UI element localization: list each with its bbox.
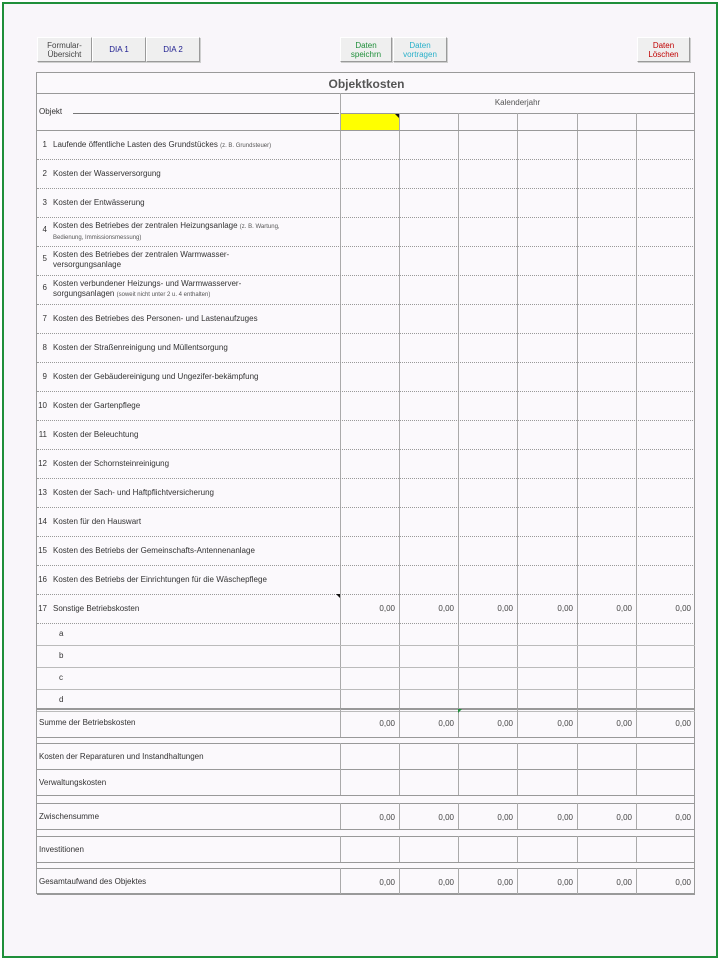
subrow-cell-c-4[interactable] [518,668,576,688]
subrow-cell-c-3[interactable] [459,668,516,688]
row-number-16: 16 [38,575,47,584]
row-label-16 [53,575,338,585]
row-number-14: 14 [38,517,47,526]
cost-cell-8-3[interactable] [459,334,516,361]
total-cell-investitionen-6[interactable] [637,837,694,861]
formular-overview-label [47,41,82,59]
total-value-summe-3: 0,00 [497,719,513,728]
total-col-line-gesamt-2 [458,868,459,894]
dia1-label: DIA 1 [109,45,129,54]
total-value-gesamt-4: 0,00 [557,878,573,887]
subrow-cell-d-2[interactable] [400,690,457,710]
cost-cell-12-2[interactable] [400,450,457,477]
title-divider [37,93,695,94]
total-col-line-gesamt-0 [340,868,341,894]
total-col-line-zwischensumme-3 [517,803,518,829]
total-value-zwischensumme-5: 0,00 [616,813,632,822]
row-number-1: 1 [42,140,47,149]
total-cell-investitionen-3[interactable] [459,837,516,861]
total-col-line-zwischensumme-4 [577,803,578,829]
cost-cell-3-1[interactable] [341,189,398,216]
cost-cell-1-3[interactable] [459,131,516,158]
cost-cell-8-6[interactable] [637,334,694,361]
cost-cell-5-2[interactable] [400,247,457,274]
sheet-title: Objektkosten [328,77,405,91]
total-value-zwischensumme-2: 0,00 [438,813,454,822]
subrow-cell-a-6[interactable] [637,624,694,644]
cost-cell-8-5[interactable] [578,334,635,361]
total-cell-verwaltung-5[interactable] [578,770,635,794]
cost-cell-4-3[interactable] [459,218,516,245]
formular-overview-button[interactable] [37,37,92,62]
total-col-line-summe-3 [517,709,518,737]
row-line2note-6: (soweit nicht unter 2 u. 4 enthalten) [116,292,211,298]
total-cell-verwaltung-4[interactable] [518,770,576,794]
row-number-15: 15 [38,546,47,555]
row-number-6: 6 [42,283,47,292]
total-cell-investitionen-2[interactable] [400,837,457,861]
row-text-4: Kosten des Betriebes der zentralen Heizungsanlage [53,221,238,230]
cost-cell-11-3[interactable] [459,421,516,448]
total-label-investitionen: Investitionen [39,845,84,854]
save-data-button[interactable] [340,37,392,62]
cost-cell-2-4[interactable] [518,160,576,187]
row-number-10: 10 [38,401,47,410]
total-label-gesamt: Gesamtaufwand des Objektes [39,877,147,886]
cost-cell-2-5[interactable] [578,160,635,187]
row-label-4 [53,221,338,243]
save-line1: Daten [355,40,377,50]
cost-cell-11-1[interactable] [341,421,398,448]
total-col-line-summe-0 [340,709,341,737]
row-text-11: Kosten der Beleuchtung [53,430,139,439]
cost-cell-16-1[interactable] [341,566,398,593]
row-label-10 [53,401,338,411]
row-label-6 [53,279,338,300]
row-label-11 [53,430,338,440]
total-cell-verwaltung-6[interactable] [637,770,694,794]
total-cell-verwaltung-3[interactable] [459,770,516,794]
subrow-cell-d-6[interactable] [637,690,694,710]
row-text-16: Kosten des Betriebs der Einrichtungen für die Wäschepflege [53,575,267,584]
cost-cell-12-3[interactable] [459,450,516,477]
cost-cell-15-1[interactable] [341,537,398,564]
cost-cell-7-5[interactable] [578,305,635,332]
delete-line2: Löschen [648,49,679,59]
cost-cell-4-6[interactable] [637,218,694,245]
row-text-8: Kosten der Straßenreinigung und Müllentsorgung [53,343,228,352]
cost-cell-3-4[interactable] [518,189,576,216]
cost-cell-15-3[interactable] [459,537,516,564]
cost-cell-13-5[interactable] [578,479,635,506]
subrow-cell-b-4[interactable] [518,646,576,666]
row-label-12 [53,459,338,469]
row-label-17 [53,604,338,614]
cost-cell-2-1[interactable] [341,160,398,187]
sonstige-value-4: 0,00 [557,604,573,613]
subrow-cell-b-6[interactable] [637,646,694,666]
cost-cell-7-4[interactable] [518,305,576,332]
row-number-9: 9 [42,372,47,381]
row-number-8: 8 [42,343,47,352]
cost-cell-5-5[interactable] [578,247,635,274]
total-col-line-gesamt-1 [399,868,400,894]
subrow-cell-a-2[interactable] [400,624,457,644]
cost-cell-9-3[interactable] [459,363,516,390]
subrow-cell-a-3[interactable] [459,624,516,644]
row-line2-4: Bedienung, Immissionsmessung) [53,235,142,241]
row-number-2: 2 [42,169,47,178]
sonstige-value-2: 0,00 [438,604,454,613]
total-bottom-zwischensumme [37,829,695,830]
total-value-zwischensumme-1: 0,00 [379,813,395,822]
dia1-button[interactable] [92,37,146,62]
cost-cell-10-4[interactable] [518,392,576,419]
total-bottom-gesamt [37,894,695,895]
cost-cell-8-2[interactable] [400,334,457,361]
total-col-line-gesamt-3 [517,868,518,894]
cost-cell-14-2[interactable] [400,508,457,535]
sonstige-value-5: 0,00 [616,604,632,613]
row-number-4: 4 [42,225,47,234]
save-line2: speichrn [350,49,382,59]
total-value-summe-1: 0,00 [379,719,395,728]
sonstige-value-1: 0,00 [379,604,395,613]
cost-cell-14-5[interactable] [578,508,635,535]
total-cell-investitionen-5[interactable] [578,837,635,861]
cost-cell-6-3[interactable] [459,276,516,303]
cost-cell-8-4[interactable] [518,334,576,361]
total-value-gesamt-1: 0,00 [379,878,395,887]
cost-cell-6-2[interactable] [400,276,457,303]
subrow-cell-d-5[interactable] [578,690,635,710]
cost-cell-14-1[interactable] [341,508,398,535]
cost-cell-10-2[interactable] [400,392,457,419]
subrow-cell-a-4[interactable] [518,624,576,644]
objektkosten-sheet [36,72,695,894]
total-col-line-zwischensumme-2 [458,803,459,829]
cost-cell-11-5[interactable] [578,421,635,448]
total-col-line-zwischensumme-5 [636,803,637,829]
cost-cell-11-4[interactable] [518,421,576,448]
cost-cell-14-6[interactable] [637,508,694,535]
cost-cell-9-4[interactable] [518,363,576,390]
total-value-zwischensumme-6: 0,00 [675,813,691,822]
total-cell-investitionen-1[interactable] [341,837,398,861]
cost-cell-13-2[interactable] [400,479,457,506]
total-cell-reparaturen-1[interactable] [341,744,398,768]
subrow-cell-b-5[interactable] [578,646,635,666]
total-col-line-zwischensumme-1 [399,803,400,829]
formular-line2: Übersicht [47,49,82,59]
row-label-14 [53,517,338,527]
cost-cell-13-1[interactable] [341,479,398,506]
row-text-12: Kosten der Schornsteinreinigung [53,459,170,468]
cost-cell-3-6[interactable] [637,189,694,216]
cost-cell-15-5[interactable] [578,537,635,564]
total-cell-verwaltung-1[interactable] [341,770,398,794]
total-value-gesamt-6: 0,00 [675,878,691,887]
total-col-line-summe-5 [636,709,637,737]
cost-cell-16-5[interactable] [578,566,635,593]
total-value-summe-5: 0,00 [616,719,632,728]
cost-cell-11-2[interactable] [400,421,457,448]
cost-cell-2-3[interactable] [459,160,516,187]
subrow-cell-b-2[interactable] [400,646,457,666]
cost-cell-6-1[interactable] [341,276,398,303]
row-text-9: Kosten der Gebäudereinigung und Ungezifer-bekämpfung [53,372,259,381]
row-number-11: 11 [38,430,47,439]
cost-cell-7-3[interactable] [459,305,516,332]
cost-cell-12-4[interactable] [518,450,576,477]
cost-cell-15-2[interactable] [400,537,457,564]
year-input-1[interactable] [341,114,399,130]
kalenderjahr-label: Kalenderjahr [494,98,541,107]
cost-cell-9-5[interactable] [578,363,635,390]
subrow-cell-d-1[interactable] [341,690,398,710]
cost-cell-16-3[interactable] [459,566,516,593]
row-text-3: Kosten der Entwässerung [53,198,145,207]
cost-cell-1-6[interactable] [637,131,694,158]
subrow-label-d: d [59,695,64,704]
total-cell-reparaturen-3[interactable] [459,744,516,768]
subrow-cell-b-1[interactable] [341,646,398,666]
total-value-zwischensumme-4: 0,00 [557,813,573,822]
subrow-cell-d-3[interactable] [459,690,516,710]
row-label-15 [53,546,338,556]
row-number-7: 7 [42,314,47,323]
row-text-14: Kosten für den Hauswart [53,517,142,526]
total-label-verwaltung: Verwaltungskosten [39,778,107,787]
cost-cell-3-3[interactable] [459,189,516,216]
cost-cell-12-1[interactable] [341,450,398,477]
cost-cell-4-4[interactable] [518,218,576,245]
row-note-1: (z. B. Grundsteuer) [220,143,272,149]
cost-cell-9-6[interactable] [637,363,694,390]
cost-cell-6-5[interactable] [578,276,635,303]
cost-cell-5-6[interactable] [637,247,694,274]
cost-cell-14-4[interactable] [518,508,576,535]
total-col-line-summe-4 [577,709,578,737]
row-text-13: Kosten der Sach- und Haftpflichtversicherung [53,488,214,497]
total-cell-reparaturen-2[interactable] [400,744,457,768]
total-cell-reparaturen-4[interactable] [518,744,576,768]
comment-marker-green [458,709,462,713]
total-col-line-zwischensumme-0 [340,803,341,829]
cost-cell-1-5[interactable] [578,131,635,158]
cost-cell-5-4[interactable] [518,247,576,274]
carry-line1: Daten [409,40,431,50]
cost-cell-6-4[interactable] [518,276,576,303]
total-cell-reparaturen-5[interactable] [578,744,635,768]
row-text-1: Laufende öffentliche Lasten des Grundstückes [53,140,218,149]
row-label-1 [53,140,338,151]
row-number-12: 12 [38,459,47,468]
total-value-summe-2: 0,00 [438,719,454,728]
total-value-summe-6: 0,00 [675,719,691,728]
total-col-line-gesamt-5 [636,868,637,894]
cost-cell-13-6[interactable] [637,479,694,506]
cost-cell-16-2[interactable] [400,566,457,593]
subrow-cell-c-2[interactable] [400,668,457,688]
total-top-gesamt [37,868,695,869]
total-value-gesamt-5: 0,00 [616,878,632,887]
cost-cell-5-3[interactable] [459,247,516,274]
save-data-label [351,41,381,59]
row-number-5: 5 [42,254,47,263]
cost-cell-13-3[interactable] [459,479,516,506]
cost-cell-5-1[interactable] [341,247,398,274]
cost-cell-1-2[interactable] [400,131,457,158]
cost-cell-10-5[interactable] [578,392,635,419]
row-text-15: Kosten des Betriebs der Gemeinschafts-Antennenanlage [53,546,255,555]
cost-cell-10-6[interactable] [637,392,694,419]
total-cell-investitionen-4[interactable] [518,837,576,861]
row-label-13 [53,488,338,498]
row-label-2 [53,169,338,179]
subrow-label-b: b [59,651,64,660]
total-top-zwischensumme [37,803,695,804]
subrow-cell-c-6[interactable] [637,668,694,688]
delete-data-label [648,41,678,59]
row-text-7: Kosten des Betriebes des Personen- und Lastenaufzuges [53,314,258,323]
subrow-cell-b-3[interactable] [459,646,516,666]
total-col-line-summe-1 [399,709,400,737]
cost-cell-7-1[interactable] [341,305,398,332]
cost-cell-1-4[interactable] [518,131,576,158]
cost-cell-16-4[interactable] [518,566,576,593]
subrow-cell-c-5[interactable] [578,668,635,688]
cost-cell-12-6[interactable] [637,450,694,477]
row-text-6: Kosten verbundener Heizungs- und Warmwasserver- [53,279,242,288]
total-bottom-summe [37,737,695,738]
total-label-reparaturen: Kosten der Reparaturen und Instandhaltungen [39,752,204,761]
delete-data-button[interactable] [637,37,690,62]
cost-cell-15-4[interactable] [518,537,576,564]
sonstige-value-3: 0,00 [497,604,513,613]
carry-forward-label [403,41,437,59]
cost-cell-12-5[interactable] [578,450,635,477]
cost-cell-4-5[interactable] [578,218,635,245]
row-line2-5: versorgungsanlage [53,260,122,269]
cost-cell-11-6[interactable] [637,421,694,448]
subrow-cell-c-1[interactable] [341,668,398,688]
total-value-zwischensumme-3: 0,00 [497,813,513,822]
total-col-line-gesamt-4 [577,868,578,894]
double-line-summe [37,708,695,710]
subrow-label-a: a [59,629,64,638]
subrow-cell-a-1[interactable] [341,624,398,644]
row-line2-6: sorgungsanlagen [53,289,115,298]
row-text-5: Kosten des Betriebes der zentralen Warmwasser- [53,250,230,259]
row-note-4: (z. B. Wartung, [239,224,280,230]
cost-cell-4-2[interactable] [400,218,457,245]
cost-cell-9-1[interactable] [341,363,398,390]
cost-cell-2-2[interactable] [400,160,457,187]
cost-cell-16-6[interactable] [637,566,694,593]
row-number-13: 13 [38,488,47,497]
total-col-line-summe-2 [458,709,459,737]
cost-cell-3-2[interactable] [400,189,457,216]
row-text-17: Sonstige Betriebskosten [53,604,140,613]
total-bottom-verwaltung [37,795,695,796]
cost-cell-13-4[interactable] [518,479,576,506]
total-bottom-investitionen [37,862,695,863]
total-value-summe-4: 0,00 [557,719,573,728]
row-text-10: Kosten der Gartenpflege [53,401,141,410]
dia2-button[interactable] [146,37,200,62]
dia2-label: DIA 2 [163,45,183,54]
total-value-gesamt-2: 0,00 [438,878,454,887]
row-text-2: Kosten der Wasserversorgung [53,169,161,178]
total-cell-reparaturen-6[interactable] [637,744,694,768]
row-label-9 [53,372,338,382]
cost-cell-10-1[interactable] [341,392,398,419]
carry-line2: vortragen [403,49,437,59]
cost-cell-2-6[interactable] [637,160,694,187]
carry-forward-button[interactable] [393,37,447,62]
sonstige-value-6: 0,00 [675,604,691,613]
subrow-label-c: c [59,673,63,682]
row-number-3: 3 [42,198,47,207]
cost-cell-7-2[interactable] [400,305,457,332]
total-cell-verwaltung-2[interactable] [400,770,457,794]
row-label-8 [53,343,338,353]
comment-marker [336,594,340,598]
cost-cell-1-1[interactable] [341,131,398,158]
delete-line1: Daten [652,40,675,50]
subrow-cell-d-4[interactable] [518,690,576,710]
row-label-7 [53,314,338,324]
objekt-label: Objekt [39,107,63,116]
formular-line1: Formular- [47,40,82,50]
objekt-underline [73,113,339,114]
total-value-gesamt-3: 0,00 [497,878,513,887]
total-label-zwischensumme: Zwischensumme [39,812,100,821]
subrow-cell-a-5[interactable] [578,624,635,644]
cost-cell-10-3[interactable] [459,392,516,419]
subrow-divider-d [37,711,695,712]
row-number-17: 17 [38,604,47,613]
cost-cell-3-5[interactable] [578,189,635,216]
row-label-5 [53,250,338,270]
total-label-summe: Summe der Betriebskosten [39,718,136,727]
cost-cell-8-1[interactable] [341,334,398,361]
cost-cell-6-6[interactable] [637,276,694,303]
cost-cell-14-3[interactable] [459,508,516,535]
cost-cell-7-6[interactable] [637,305,694,332]
cost-cell-4-1[interactable] [341,218,398,245]
cost-cell-15-6[interactable] [637,537,694,564]
row-label-3 [53,198,338,208]
cost-cell-9-2[interactable] [400,363,457,390]
